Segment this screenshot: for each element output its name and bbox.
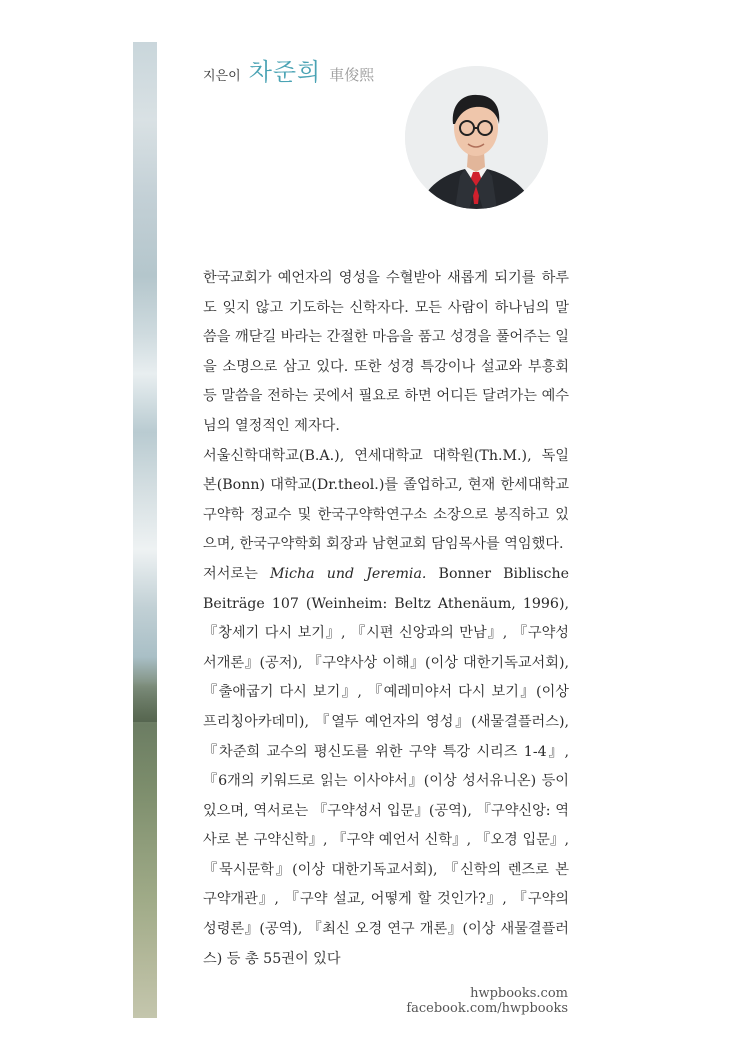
author-name-hanja: 車俊熙 bbox=[329, 66, 375, 84]
bio-paragraph-intro: 한국교회가 예언자의 영성을 수혈받아 새롭게 되기를 하루도 잊지 않고 기도하는 신학자다. 모든 사람이 하나님의 말씀을 깨닫길 바라는 간절한 마음을 품고 성경을 풀어주는 일을 소명으로 삼고 있다. 또한 성경 특강이나 설교와 부흥회 등 말씀을 전하는 곳에서 필요로 하면 어디든 달려가는 예수님의 열정적인 제자다. bbox=[203, 270, 569, 434]
author-name: 차준희 bbox=[248, 58, 322, 86]
publisher-footer bbox=[406, 986, 568, 1016]
book-title-micha: Micha und Jeremia. bbox=[269, 565, 427, 582]
bio-paragraph-publications bbox=[203, 560, 569, 974]
publications-lead: 저서로는 bbox=[203, 565, 270, 582]
publisher-website[interactable]: hwpbooks.com bbox=[470, 986, 568, 1001]
bio-paragraph-education: 서울신학대학교(B.A.), 연세대학교 대학원(Th.M.), 독일 본(Bonn) 대학교(Dr.theol.)를 졸업하고, 현재 한세대학교 구약학 정교수 및 한국구약학연구소 소장으로 봉직하고 있으며, 한국구약학회 회장과 남현교회 담임목사를 역임했다. bbox=[203, 447, 569, 553]
author-heading bbox=[203, 52, 374, 87]
publisher-facebook[interactable]: facebook.com/hwpbooks bbox=[406, 1001, 568, 1016]
publications-list: Bonner Biblische Beiträge 107 (Weinheim: Beltz Athenäum, 1996), 『창세기 다시 보기』, 『시편 신앙과의 만남』, 『구약성서개론』(공저), 『구약사상 이해』(이상 대한기독교서회), 『출애굽기 다시 보기』, 『예레미야서 다시 보기』(이상 프리칭아카데미), 『열두 예언자의 영성』(새물결플러스), 『차준희 교수의 평신도를 위한 구약 특강 시리즈 1-4』, 『6개의 키워드로 읽는 이사야서』(이상 성서유니온) 등이 있으며, 역서로는 『구약성서 입문』(공역), 『구약신앙: 역사로 본 구약신학』, 『구약 예언서 신학』, 『오경 입문』, 『묵시문학』(이상 대한기독교서회), 『신학의 렌즈로 본 구약개관』, 『구약 설교, 어떻게 할 것인가?』, 『구약의 성령론』(공역), 『최신 오경 연구 개론』(이상 새물결플러스) 등 총 55권이 있다 bbox=[203, 565, 569, 967]
author-biography bbox=[203, 264, 569, 974]
author-portrait bbox=[405, 66, 548, 209]
author-label: 지은이 bbox=[203, 69, 241, 84]
portrait-illustration bbox=[405, 66, 548, 209]
decorative-photo-strip bbox=[133, 42, 157, 1018]
